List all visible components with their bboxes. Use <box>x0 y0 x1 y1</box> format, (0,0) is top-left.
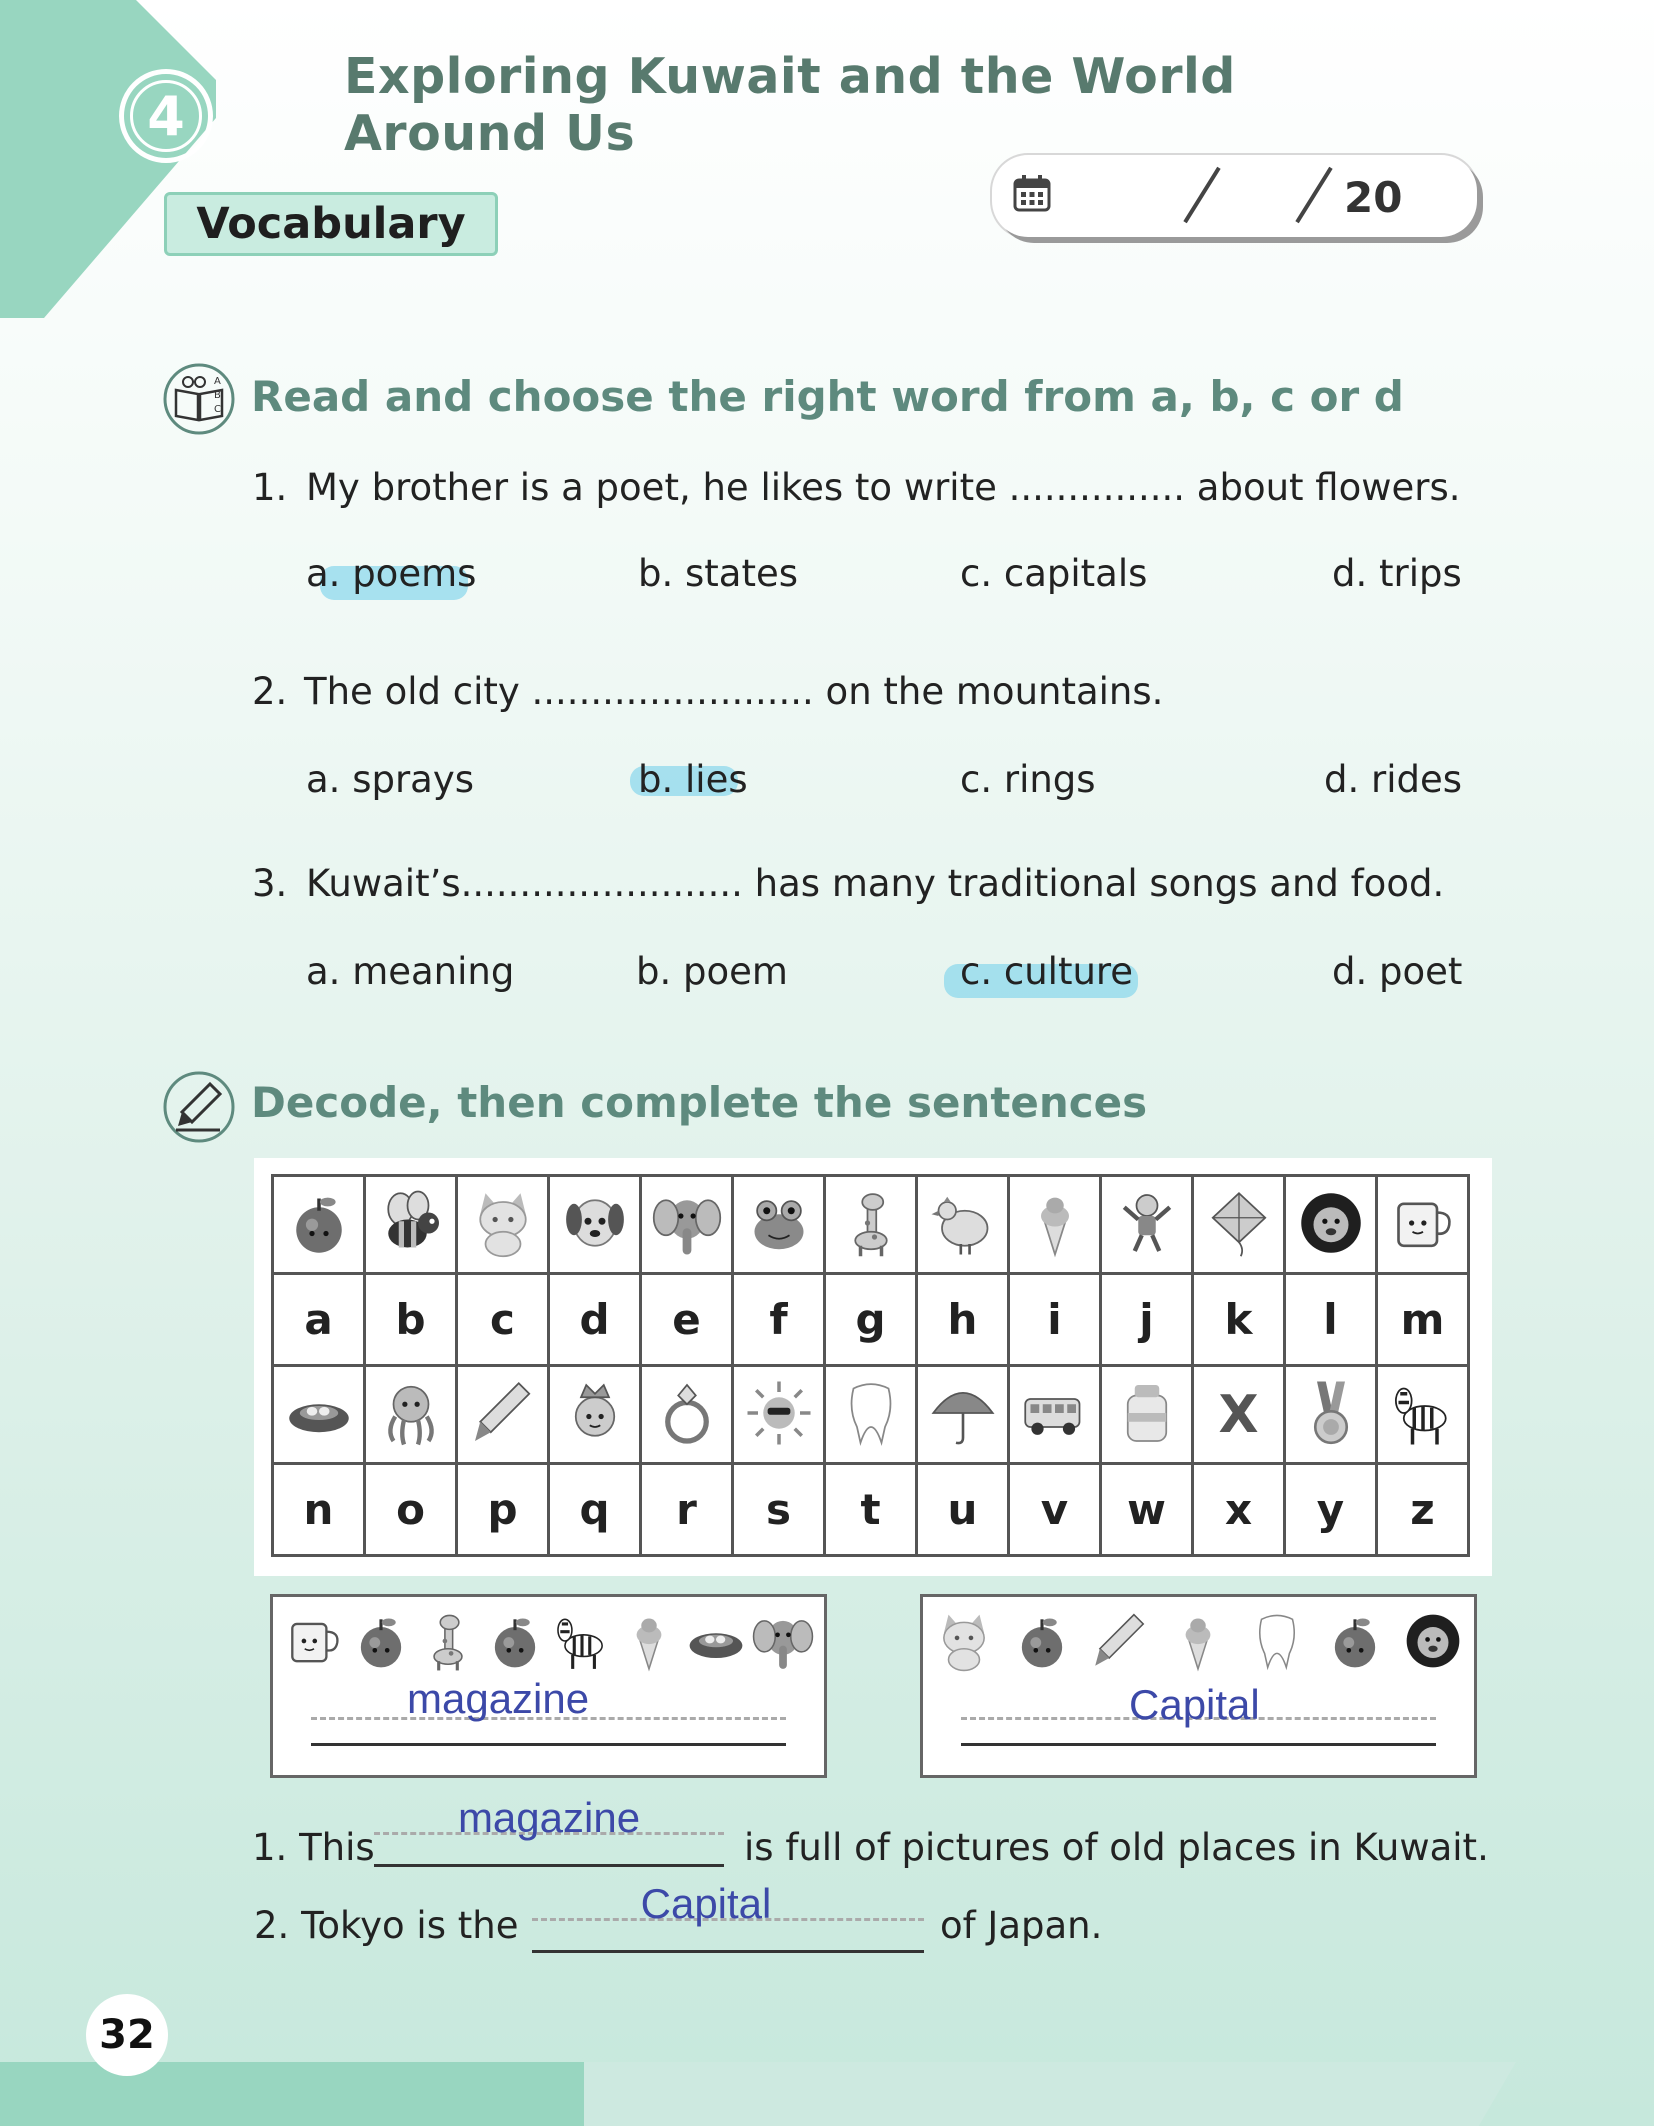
frog-icon <box>744 1188 814 1258</box>
apple-icon <box>1324 1605 1386 1677</box>
key-letter: v <box>1009 1464 1101 1556</box>
section-tag: Vocabulary <box>164 192 498 256</box>
key-letter: h <box>917 1274 1009 1366</box>
sentence-prefix: 2. Tokyo is the <box>254 1904 519 1947</box>
tooth-icon <box>1246 1605 1308 1677</box>
lion-icon <box>1402 1605 1464 1677</box>
key-picture <box>825 1176 917 1274</box>
ring-icon <box>652 1378 722 1448</box>
key-picture <box>549 1176 641 1274</box>
key-letter: b <box>365 1274 457 1366</box>
question-number: 2. <box>252 670 288 713</box>
mug-icon <box>283 1605 345 1677</box>
key-letter: d <box>549 1274 641 1366</box>
reading-icon <box>162 362 236 436</box>
option-c[interactable]: c. culture <box>960 950 1134 993</box>
key-picture <box>365 1366 457 1464</box>
question-number: 3. <box>252 862 288 905</box>
medal-icon <box>1296 1378 1366 1448</box>
key-letter: y <box>1285 1464 1377 1556</box>
question-text: My brother is a poet, he likes to write ............... about flowers. <box>306 466 1461 509</box>
puzzle-pictures <box>283 1605 814 1677</box>
giraffe-icon <box>417 1605 479 1677</box>
elephant-icon <box>652 1188 722 1258</box>
date-separator <box>1183 167 1220 223</box>
ice-cream-icon <box>1020 1188 1090 1258</box>
cat-icon <box>933 1605 995 1677</box>
key-picture <box>365 1176 457 1274</box>
sentence-suffix: is full of pictures of old places in Kuwait. <box>744 1826 1489 1869</box>
zebra-icon <box>551 1605 613 1677</box>
nest-icon <box>284 1378 354 1448</box>
key-picture <box>457 1366 549 1464</box>
date-separator <box>1295 167 1332 223</box>
key-picture <box>641 1366 733 1464</box>
octopus-icon <box>376 1378 446 1448</box>
key-letter: t <box>825 1464 917 1556</box>
key-picture <box>273 1176 365 1274</box>
key-picture <box>1101 1366 1193 1464</box>
key-picture <box>1285 1366 1377 1464</box>
key-picture <box>1285 1176 1377 1274</box>
key-letter: s <box>733 1464 825 1556</box>
key-letter: a <box>273 1274 365 1366</box>
option-b[interactable]: b. states <box>638 552 799 595</box>
key-picture <box>1009 1176 1101 1274</box>
page-title: Exploring Kuwait and the World Around Us <box>344 48 1236 162</box>
handwritten-answer[interactable]: Capital <box>640 1880 772 1927</box>
base-line <box>311 1743 786 1746</box>
lion-icon <box>1296 1188 1366 1258</box>
cat-icon <box>468 1188 538 1258</box>
pencil-picture-icon <box>468 1378 538 1448</box>
handwritten-answer[interactable]: Capital <box>1129 1681 1260 1728</box>
key-letter: f <box>733 1274 825 1366</box>
question-text: The old city ........................ on the mountains. <box>304 670 1164 713</box>
apple-icon <box>1011 1605 1073 1677</box>
queen-icon <box>560 1378 630 1448</box>
tooth-icon <box>836 1378 906 1448</box>
apple-icon <box>284 1188 354 1258</box>
key-picture <box>825 1366 917 1464</box>
handwritten-answer[interactable]: magazine <box>457 1794 641 1841</box>
key-picture <box>733 1176 825 1274</box>
question-number: 1. <box>252 466 288 509</box>
x-symbol: X <box>1193 1366 1285 1464</box>
sentence-blank <box>374 1794 724 1872</box>
key-letter: j <box>1101 1274 1193 1366</box>
sentence-blank <box>532 1880 924 1958</box>
water-jar-icon <box>1112 1378 1182 1448</box>
apple-icon <box>484 1605 546 1677</box>
key-letter: o <box>365 1464 457 1556</box>
key-letter: i <box>1009 1274 1101 1366</box>
nest-icon <box>685 1605 747 1677</box>
ice-cream-icon <box>618 1605 680 1677</box>
kite-icon <box>1204 1188 1274 1258</box>
key-picture <box>273 1366 365 1464</box>
hen-icon <box>928 1188 998 1258</box>
key-letter: u <box>917 1464 1009 1556</box>
base-line <box>374 1864 724 1867</box>
key-picture <box>1101 1176 1193 1274</box>
decode-key <box>254 1158 1492 1576</box>
svg-text:B: B <box>214 390 221 401</box>
jumping-boy-icon <box>1112 1188 1182 1258</box>
unit-badge <box>119 69 213 163</box>
handwritten-answer[interactable]: magazine <box>407 1675 590 1722</box>
base-line <box>532 1950 924 1953</box>
zebra-icon <box>1388 1378 1458 1448</box>
sentence-suffix: of Japan. <box>940 1904 1103 1947</box>
key-picture <box>1193 1176 1285 1274</box>
key-letter: q <box>549 1464 641 1556</box>
puzzle-pictures <box>933 1605 1464 1677</box>
elephant-icon <box>752 1605 814 1677</box>
date-box <box>992 155 1477 237</box>
question-text: Kuwait’s........................ has many traditional songs and food. <box>306 862 1445 905</box>
page-number: 32 <box>86 1994 168 2076</box>
puzzle-box-2 <box>920 1594 1477 1778</box>
key-letter: x <box>1193 1464 1285 1556</box>
apple-icon <box>350 1605 412 1677</box>
section2-heading: Decode, then complete the sentences <box>251 1078 1148 1127</box>
key-picture <box>1009 1366 1101 1464</box>
option-a[interactable]: a. poems <box>306 552 477 595</box>
svg-text:C: C <box>214 404 221 415</box>
option-c[interactable]: c. capitals <box>960 552 1148 595</box>
footer-band-light <box>584 2062 1516 2126</box>
key-letter: c <box>457 1274 549 1366</box>
dog-icon <box>560 1188 630 1258</box>
key-letter: l <box>1285 1274 1377 1366</box>
option-b[interactable]: b. lies <box>638 758 748 801</box>
key-letter: m <box>1377 1274 1469 1366</box>
bee-icon <box>376 1188 446 1258</box>
footer-band <box>0 2062 584 2126</box>
key-letter: n <box>273 1464 365 1556</box>
option-a[interactable]: a. sprays <box>306 758 475 801</box>
date-total: 20 <box>1344 173 1403 222</box>
key-letter: r <box>641 1464 733 1556</box>
key-picture <box>641 1176 733 1274</box>
key-letter: z <box>1377 1464 1469 1556</box>
umbrella-icon <box>928 1378 998 1448</box>
sentence-prefix: 1. This <box>252 1826 375 1869</box>
option-d[interactable]: d. poet <box>1332 950 1463 993</box>
ice-cream-icon <box>1167 1605 1229 1677</box>
option-a[interactable]: a. meaning <box>306 950 515 993</box>
mug-icon <box>1388 1188 1458 1258</box>
section1-heading: Read and choose the right word from a, b, c or d <box>251 372 1404 421</box>
decode-table <box>271 1174 1470 1557</box>
key-picture <box>457 1176 549 1274</box>
key-picture <box>1377 1176 1469 1274</box>
giraffe-icon <box>836 1188 906 1258</box>
key-picture <box>733 1366 825 1464</box>
key-picture <box>917 1176 1009 1274</box>
pencil-picture-icon <box>1089 1605 1151 1677</box>
van-icon <box>1020 1378 1090 1448</box>
option-c[interactable]: c. rings <box>960 758 1096 801</box>
key-letter: p <box>457 1464 549 1556</box>
key-picture <box>917 1366 1009 1464</box>
unit-number: 4 <box>130 80 202 152</box>
key-letter: g <box>825 1274 917 1366</box>
key-letter: e <box>641 1274 733 1366</box>
key-picture <box>1377 1366 1469 1464</box>
option-b[interactable]: b. poem <box>636 950 788 993</box>
svg-text:A: A <box>214 376 221 387</box>
key-letter: k <box>1193 1274 1285 1366</box>
calendar-icon <box>1012 173 1052 213</box>
sun-icon <box>744 1378 814 1448</box>
key-letter: w <box>1101 1464 1193 1556</box>
option-d[interactable]: d. trips <box>1332 552 1462 595</box>
base-line <box>961 1743 1436 1746</box>
option-d[interactable]: d. rides <box>1324 758 1463 801</box>
puzzle-box-1 <box>270 1594 827 1778</box>
pencil-icon <box>162 1070 236 1144</box>
key-picture <box>549 1366 641 1464</box>
